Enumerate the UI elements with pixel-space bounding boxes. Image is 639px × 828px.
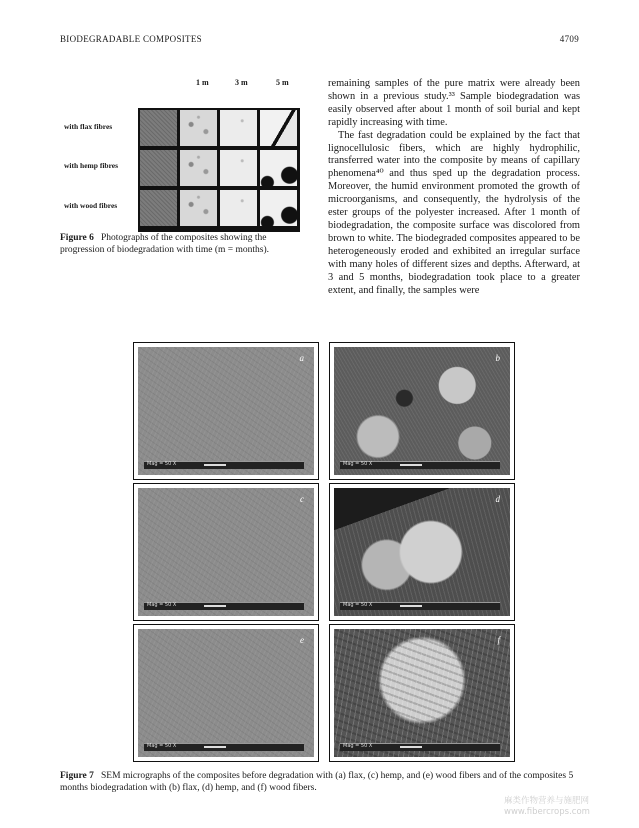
magnification-label: Mag = 50 X	[147, 461, 177, 467]
sem-panel-b	[329, 342, 515, 480]
scale-bar	[144, 461, 304, 469]
watermark-line-1: 麻类作物营养与施肥网	[504, 796, 590, 806]
panel-letter-f: f	[497, 635, 500, 645]
figure-6	[60, 78, 310, 228]
magnification-label: Mag = 50 X	[343, 461, 373, 467]
photo-wood-0m	[140, 190, 177, 226]
photo-wood-3m	[220, 190, 257, 226]
scale-bar	[340, 602, 500, 610]
panel-letter-e: e	[300, 635, 304, 645]
figure-6-caption	[60, 233, 312, 256]
scale-line	[400, 605, 422, 607]
photo-hemp-0m	[140, 150, 177, 186]
page-number: 4709	[559, 34, 579, 44]
column-label-5m: 5 m	[276, 78, 289, 87]
scale-bar	[144, 602, 304, 610]
sem-panel-e	[133, 624, 319, 762]
photo-hemp-1m	[180, 150, 217, 186]
sem-panel-f	[329, 624, 515, 762]
sem-panel-a	[133, 342, 319, 480]
magnification-label: Mag = 50 X	[147, 743, 177, 749]
sem-image-c	[138, 488, 314, 616]
scale-bar	[144, 743, 304, 751]
panel-letter-c: c	[300, 494, 304, 504]
column-label-1m: 1 m	[196, 78, 209, 87]
row-label-flax: with flax fibres	[64, 122, 113, 131]
paragraph-1: remaining samples of the pure matrix were already been shown in a previous study.³³ Sample biodegradation was easily observed after about 1 month of soil burial and kept rapidly increasing with time.	[328, 78, 580, 128]
panel-letter-d: d	[495, 494, 500, 504]
photo-wood-1m	[180, 190, 217, 226]
figure-6-column-labels	[140, 78, 310, 92]
figure-6-label: Figure 6	[60, 233, 94, 243]
body-text-column	[328, 78, 580, 297]
row-label-hemp: with hemp fibres	[64, 161, 119, 170]
scale-line	[204, 605, 226, 607]
paragraph-2: The fast degradation could be explained by the fact that lignocellulosic fibers, which are highly hydrophilic, transferred water into the composite by means of capillary phenomena⁴⁰ and thus sped up the degradation process. Moreover, the humid environment promoted the growth of microorganisms, and consequently, the hydrolysis of the ester groups of the polyester increased. After 1 month of biodegradation, the composite surface was discolored from brown to white. The biodegraded composites appeared to be heterogeneously eroded and exhibited an irregular surface with many holes of different sizes and depths. Afterward, at 3 and 5 months, biodegradation took place to a greater extent, and finally, the samples were	[328, 129, 580, 296]
scale-line	[400, 464, 422, 466]
column-label-3m: 3 m	[235, 78, 248, 87]
photo-flax-0m	[140, 110, 177, 146]
magnification-label: Mag = 50 X	[343, 743, 373, 749]
figure-7	[133, 342, 507, 760]
magnification-label: Mag = 50 X	[343, 602, 373, 608]
photo-flax-1m	[180, 110, 217, 146]
photo-hemp-3m	[220, 150, 257, 186]
sem-image-e	[138, 629, 314, 757]
figure-7-caption	[60, 770, 582, 794]
scale-line	[204, 464, 226, 466]
scale-line	[204, 746, 226, 748]
sem-panel-d	[329, 483, 515, 621]
sem-image-d	[334, 488, 510, 616]
scale-line	[400, 746, 422, 748]
running-head	[60, 34, 579, 48]
figure-6-caption-text: Photographs of the composites showing the progression of biodegradation with time (m = months).	[60, 233, 270, 255]
sem-image-f	[334, 629, 510, 757]
panel-letter-b: b	[495, 353, 500, 363]
figure-7-label: Figure 7	[60, 771, 94, 781]
running-title: BIODEGRADABLE COMPOSITES	[60, 34, 202, 44]
scale-bar	[340, 461, 500, 469]
magnification-label: Mag = 50 X	[147, 602, 177, 608]
figure-7-caption-text: SEM micrographs of the composites before degradation with (a) flax, (c) hemp, and (e) wood fibers and of the composites 5 months biodegradation with (b) flax, (d) hemp, and (f) wood fibers.	[60, 771, 574, 793]
photo-wood-5m	[260, 190, 297, 226]
figure-6-photo-grid	[138, 108, 300, 232]
row-label-wood: with wood fibres	[64, 201, 118, 210]
scale-bar	[340, 743, 500, 751]
sem-image-b	[334, 347, 510, 475]
photo-hemp-5m	[260, 150, 297, 186]
sem-image-a	[138, 347, 314, 475]
sem-panel-c	[133, 483, 319, 621]
watermark	[504, 796, 634, 818]
photo-flax-5m	[260, 110, 297, 146]
photo-flax-3m	[220, 110, 257, 146]
watermark-line-2: www.fibercrops.com	[504, 807, 590, 817]
panel-letter-a: a	[299, 353, 304, 363]
